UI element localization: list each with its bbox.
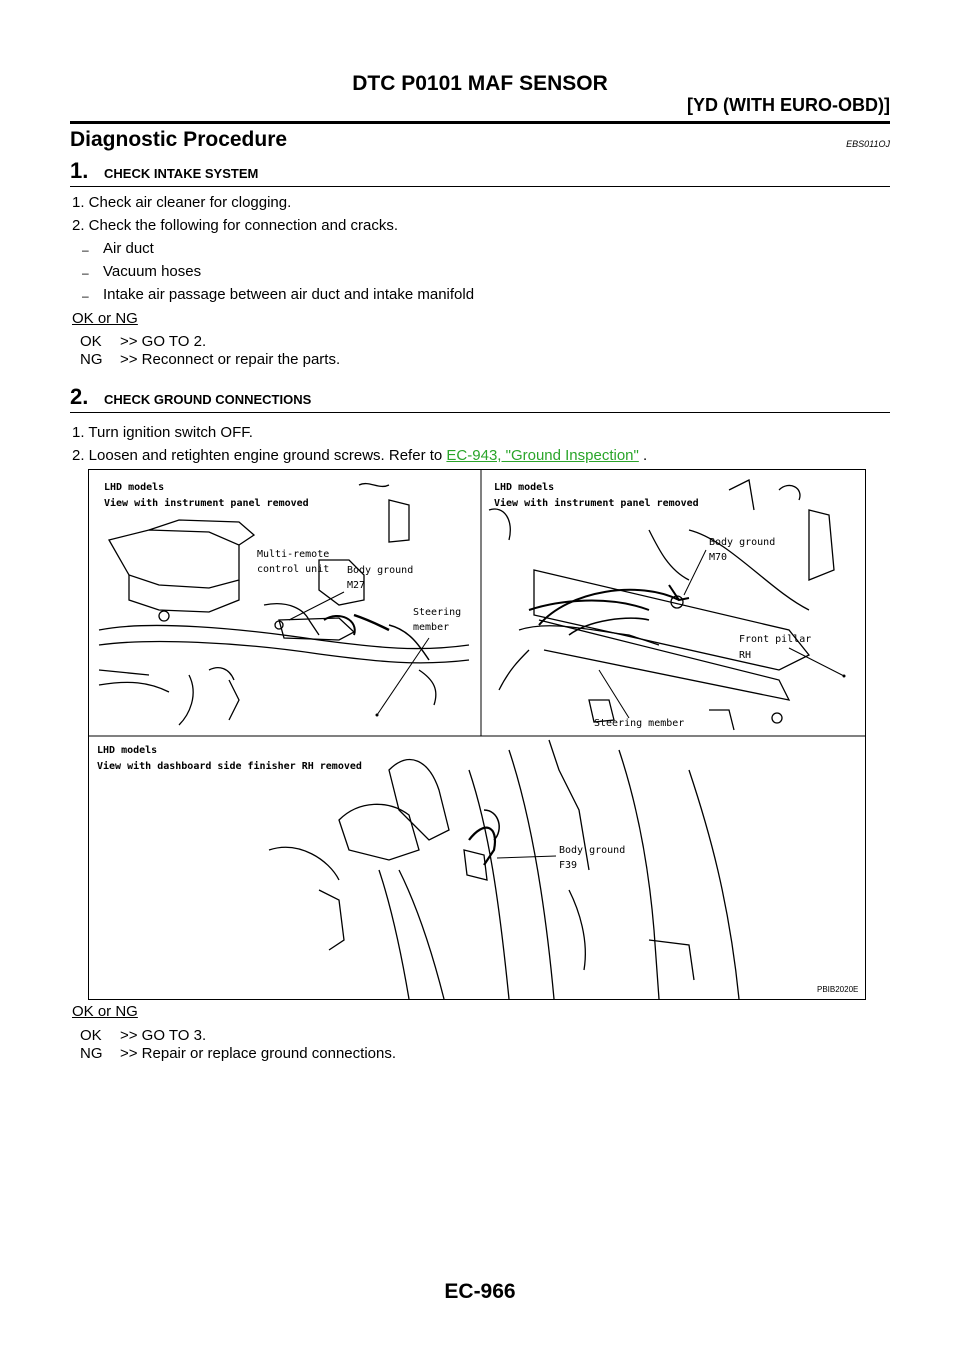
panel-3-heading-line-1: LHD models <box>97 745 158 756</box>
callout-m27: M27 <box>347 580 366 591</box>
figure-code: PBIB2020E <box>817 985 859 994</box>
leader-line <box>599 670 629 718</box>
callout-m70: M70 <box>709 552 728 563</box>
callout-f39: F39 <box>559 860 578 871</box>
step-1-item-1: 1. Check air cleaner for clogging. <box>72 194 292 211</box>
result-code: NG <box>80 1045 103 1062</box>
step-1-title: CHECK INTAKE SYSTEM <box>104 166 259 181</box>
leader-line <box>684 550 706 595</box>
step-2-item-2-suffix: . <box>638 447 648 464</box>
step-2-ok-or-ng: OK or NG <box>72 1003 138 1020</box>
callout-multi-remote-line-2: control unit <box>257 564 330 575</box>
leader-dot <box>843 675 846 678</box>
step-2-item-2 <box>72 447 647 464</box>
panel-3-drawing <box>269 740 739 999</box>
callout-body-ground-f39: Body ground <box>559 845 626 856</box>
step-2-result-ng <box>80 1045 396 1062</box>
panel-3-heading-line-2: View with dashboard side finisher RH removed <box>97 761 362 772</box>
header-divider <box>70 121 890 124</box>
result-code: OK <box>80 1027 102 1044</box>
callout-steering-line-1: Steering <box>413 607 462 618</box>
callout-multi-remote-line-1: Multi-remote <box>257 549 330 560</box>
step-1-item-2: 2. Check the following for connection and cracks. <box>72 217 399 234</box>
section-title: Diagnostic Procedure <box>70 128 288 151</box>
dash-bullet: – <box>82 243 89 257</box>
dash-bullet: – <box>82 289 89 303</box>
step-1-header <box>70 158 890 187</box>
step-1-result-ok <box>80 333 206 350</box>
panel-2-heading-line-2: View with instrument panel removed <box>494 498 699 509</box>
callout-front-pillar-line-2: RH <box>739 650 752 661</box>
leader-line <box>497 856 556 858</box>
panel-1-heading-line-1: LHD models <box>104 482 165 493</box>
panel-1-drawing <box>99 484 469 725</box>
step-1-number: 1. <box>70 158 89 183</box>
dash-bullet: – <box>82 266 89 280</box>
step-1-dash-item: Vacuum hoses <box>103 263 202 280</box>
step-2-header <box>70 384 890 413</box>
callout-steering-line-2: member <box>413 622 450 633</box>
callout-front-pillar-line-1: Front pillar <box>739 634 812 645</box>
ground-locations-figure <box>88 469 866 1000</box>
callout-body-ground-m27: Body ground <box>347 565 414 576</box>
leader-line <box>789 648 844 676</box>
step-1-dash-item: Air duct <box>103 240 154 257</box>
callout-body-ground-m70: Body ground <box>709 537 776 548</box>
page-title: DTC P0101 MAF SENSOR <box>352 72 608 95</box>
section-code: EBS011OJ <box>846 139 890 149</box>
step-2-number: 2. <box>70 384 89 409</box>
panel-2-drawing <box>489 480 834 730</box>
ground-locations-illustration <box>89 470 865 999</box>
step-2-result-ok <box>80 1027 206 1044</box>
page-number: EC-966 <box>444 1280 516 1303</box>
panel-1-heading-line-2: View with instrument panel removed <box>104 498 309 509</box>
callout-steering-member: Steering member <box>594 718 685 729</box>
result-code: NG <box>80 351 103 368</box>
result-code: OK <box>80 333 102 350</box>
step-2-title: CHECK GROUND CONNECTIONS <box>104 392 312 407</box>
step-1-ok-or-ng: OK or NG <box>72 310 138 327</box>
result-text: >> GO TO 2. <box>120 333 207 350</box>
step-1-result-ng <box>80 351 340 368</box>
result-text: >> Reconnect or repair the parts. <box>120 351 341 368</box>
panel-2-heading-line-1: LHD models <box>494 482 555 493</box>
step-2-item-1: 1. Turn ignition switch OFF. <box>72 424 253 441</box>
result-text: >> Repair or replace ground connections. <box>120 1045 397 1062</box>
result-text: >> GO TO 3. <box>120 1027 207 1044</box>
page-subtitle: [YD (WITH EURO-OBD)] <box>687 95 890 115</box>
step-1-dash-item: Intake air passage between air duct and intake manifold <box>103 286 475 303</box>
leader-line <box>377 638 429 715</box>
ground-inspection-link[interactable]: EC-943, "Ground Inspection" <box>446 447 639 464</box>
leader-dot <box>376 714 379 717</box>
step-2-item-2-text: 2. Loosen and retighten engine ground screws. Refer to <box>72 447 447 464</box>
